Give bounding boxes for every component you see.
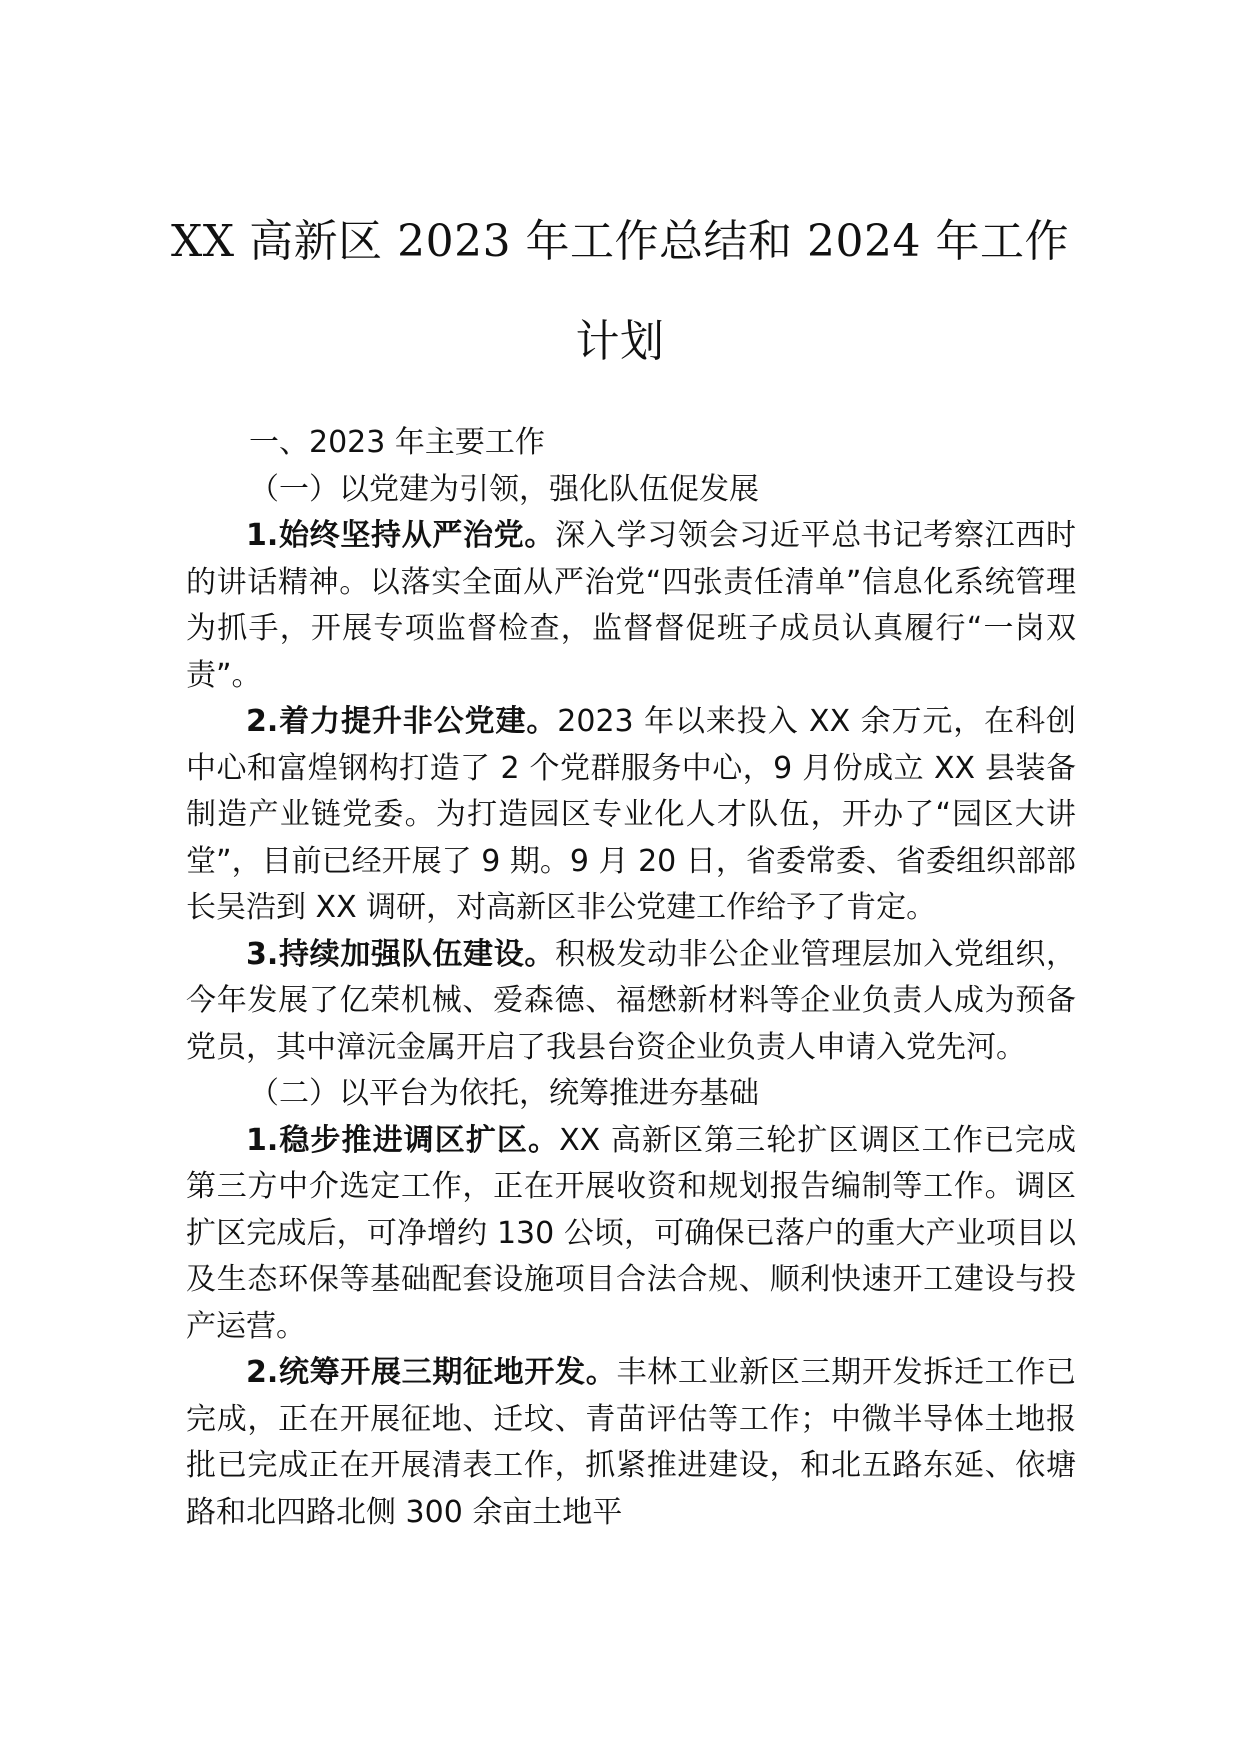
paragraph-text: 丰林工业新区三期开发拆迁工作已完成，正在开展征地、迁坟、青苗评估等工作；中微半导体土地报批已完成正在开展清表工作，抓紧推进建设，和北五路东延、依塘路和北四路北侧 300 余亩土地平 [186, 1355, 1076, 1530]
paragraph-item [186, 699, 1076, 932]
paragraph-item [186, 1118, 1076, 1351]
paragraph-lead: 1.稳步推进调区扩区。 [246, 1122, 560, 1158]
paragraph-lead: 2.着力提升非公党建。 [246, 704, 558, 739]
paragraph-lead: 2.统筹开展三期征地开发。 [246, 1355, 617, 1390]
paragraph-text: 深入学习领会习近平总书记考察江西时的讲话精神。以落实全面从严治党“四张责任清单”信息化系统管理为抓手，开展专项监督检查，监督督促班子成员认真履行“一岗双责”。 [186, 518, 1076, 693]
paragraph-item [186, 932, 1076, 1072]
paragraph-item [186, 1350, 1076, 1536]
document-title: XX 高新区 2023 年工作总结和 2024 年工作计划 [170, 216, 1070, 367]
subsection-heading [186, 467, 1076, 514]
paragraph-text: 2023 年以来投入 XX 余万元，在科创中心和富煌钢构打造了 2 个党群服务中心，9 月份成立 XX 县装备制造产业链党委。为打造园区专业化人才队伍，开办了“园区大讲堂”，目前已经开展了 9 期。9 月 20 日，省委常委、省委组织部部长吴浩到 XX 调研，对高新区非公党建工作给予了肯定。 [186, 704, 1076, 925]
paragraph-item [186, 513, 1076, 699]
paragraph-lead: 3.持续加强队伍建设。 [246, 936, 556, 972]
subsection-heading-text: （二）以平台为依托，统筹推进夯基础 [249, 1076, 759, 1111]
paragraph-text: XX 高新区第三轮扩区调区工作已完成第三方中介选定工作，正在开展收资和规划报告编制等工作。调区扩区完成后，可净增约 130 公顷，可确保已落户的重大产业项目以及生态环保等基础配套设施项目合法合规、顺利快速开工建设与投产运营。 [186, 1122, 1076, 1344]
paragraph-lead: 1.始终坚持从严治党。 [246, 518, 556, 553]
document-body [186, 420, 1076, 1536]
paragraph-text: 积极发动非公企业管理层加入党组织，今年发展了亿荣机械、爱森德、福懋新材料等企业负责人成为预备党员，其中漳沅金属开启了我县台资企业负责人申请入党先河。 [186, 936, 1076, 1065]
section-heading-text: 一、2023 年主要工作 [249, 425, 545, 460]
subsection-heading [186, 1071, 1076, 1118]
section-heading [186, 420, 1076, 467]
subsection-heading-text: （一）以党建为引领，强化队伍促发展 [249, 471, 759, 507]
